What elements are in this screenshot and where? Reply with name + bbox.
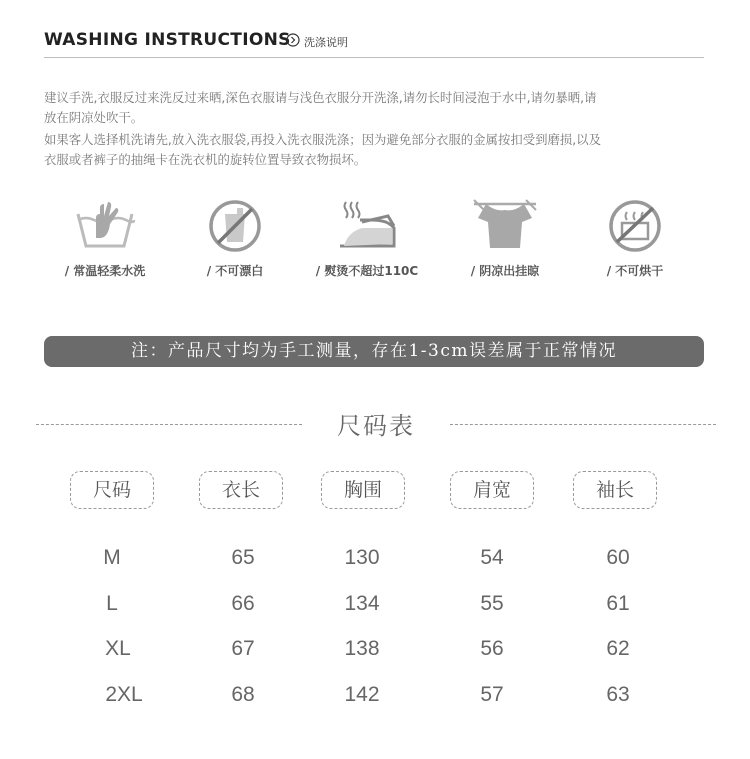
length-cell: 67 [231, 637, 255, 660]
shoulder-cell: 57 [480, 683, 504, 706]
care-label: / 常温轻柔水洗 [64, 264, 146, 278]
care-item-hang-dry [440, 198, 570, 288]
care-item-hand-wash [40, 198, 170, 288]
column-header-shoulder: 肩宽 [450, 471, 534, 509]
size-chart-title-row [36, 400, 716, 440]
column-header-size: 尺码 [70, 471, 154, 509]
header-divider [44, 57, 704, 58]
desc-line: 建议手洗,衣服反过来洗反过来晒,深色衣服请与浅色衣服分开洗涤,请勿长时间浸泡于水中,请勿暴晒,请 [44, 90, 597, 105]
care-label: / 熨烫不超过110C [315, 264, 419, 278]
no-bleach-icon [205, 198, 265, 254]
measurement-note-text: 注：产品尺寸均为手工测量，存在1-3cm误差属于正常情况 [130, 341, 618, 361]
chest-cell: 134 [344, 592, 380, 615]
column-header-chest: 胸围 [321, 471, 405, 509]
size-cell: XL [105, 637, 131, 660]
shoulder-cell: 54 [480, 546, 504, 569]
sleeve-cell: 62 [606, 637, 630, 660]
desc-line: 衣服或者裤子的抽绳卡在洗衣机的旋转位置导致衣物损坏。 [44, 152, 367, 167]
wash-advice-paragraph [44, 88, 704, 128]
chevron-right-circle-icon [286, 33, 300, 47]
header-title: WASHING INSTRUCTIONS [44, 30, 291, 50]
care-label: / 不可烘干 [606, 264, 664, 278]
chest-cell: 138 [344, 637, 380, 660]
machine-wash-paragraph [44, 130, 704, 170]
sleeve-cell: 60 [606, 546, 630, 569]
chest-cell: 142 [344, 683, 380, 706]
dashed-divider-right [450, 424, 716, 425]
hand-wash-icon [70, 198, 140, 250]
chest-cell: 130 [344, 546, 380, 569]
measurement-note-banner [44, 336, 704, 367]
size-cell: 2XL [105, 683, 143, 706]
sleeve-cell: 61 [606, 592, 630, 615]
desc-line: 如果客人选择机洗请先,放入洗衣服袋,再投入洗衣服洗涤；因为避免部分衣服的金属按扣受到磨损,以及 [44, 132, 602, 147]
length-cell: 65 [231, 546, 255, 569]
column-header-sleeve: 袖长 [573, 471, 657, 509]
care-item-no-tumble-dry [570, 198, 700, 288]
column-header-length: 衣长 [199, 471, 283, 509]
care-label: / 不可漂白 [206, 264, 264, 278]
size-chart-title: 尺码表 [337, 412, 415, 440]
header-subtitle: 洗涤说明 [304, 36, 348, 49]
care-item-iron [302, 198, 432, 288]
length-cell: 68 [231, 683, 255, 706]
sleeve-cell: 63 [606, 683, 630, 706]
size-cell: L [106, 592, 118, 615]
iron-icon [332, 198, 402, 254]
washing-header [44, 28, 704, 58]
hang-dry-shade-icon [470, 198, 540, 254]
shoulder-cell: 55 [480, 592, 504, 615]
care-item-no-bleach [170, 198, 300, 288]
desc-line: 放在阴凉处吹干。 [44, 110, 144, 125]
care-label: / 阴凉出挂晾 [470, 264, 540, 278]
length-cell: 66 [231, 592, 255, 615]
size-cell: M [103, 546, 121, 569]
care-icons-row [40, 198, 720, 288]
shoulder-cell: 56 [480, 637, 504, 660]
no-tumble-dry-icon [605, 198, 665, 254]
